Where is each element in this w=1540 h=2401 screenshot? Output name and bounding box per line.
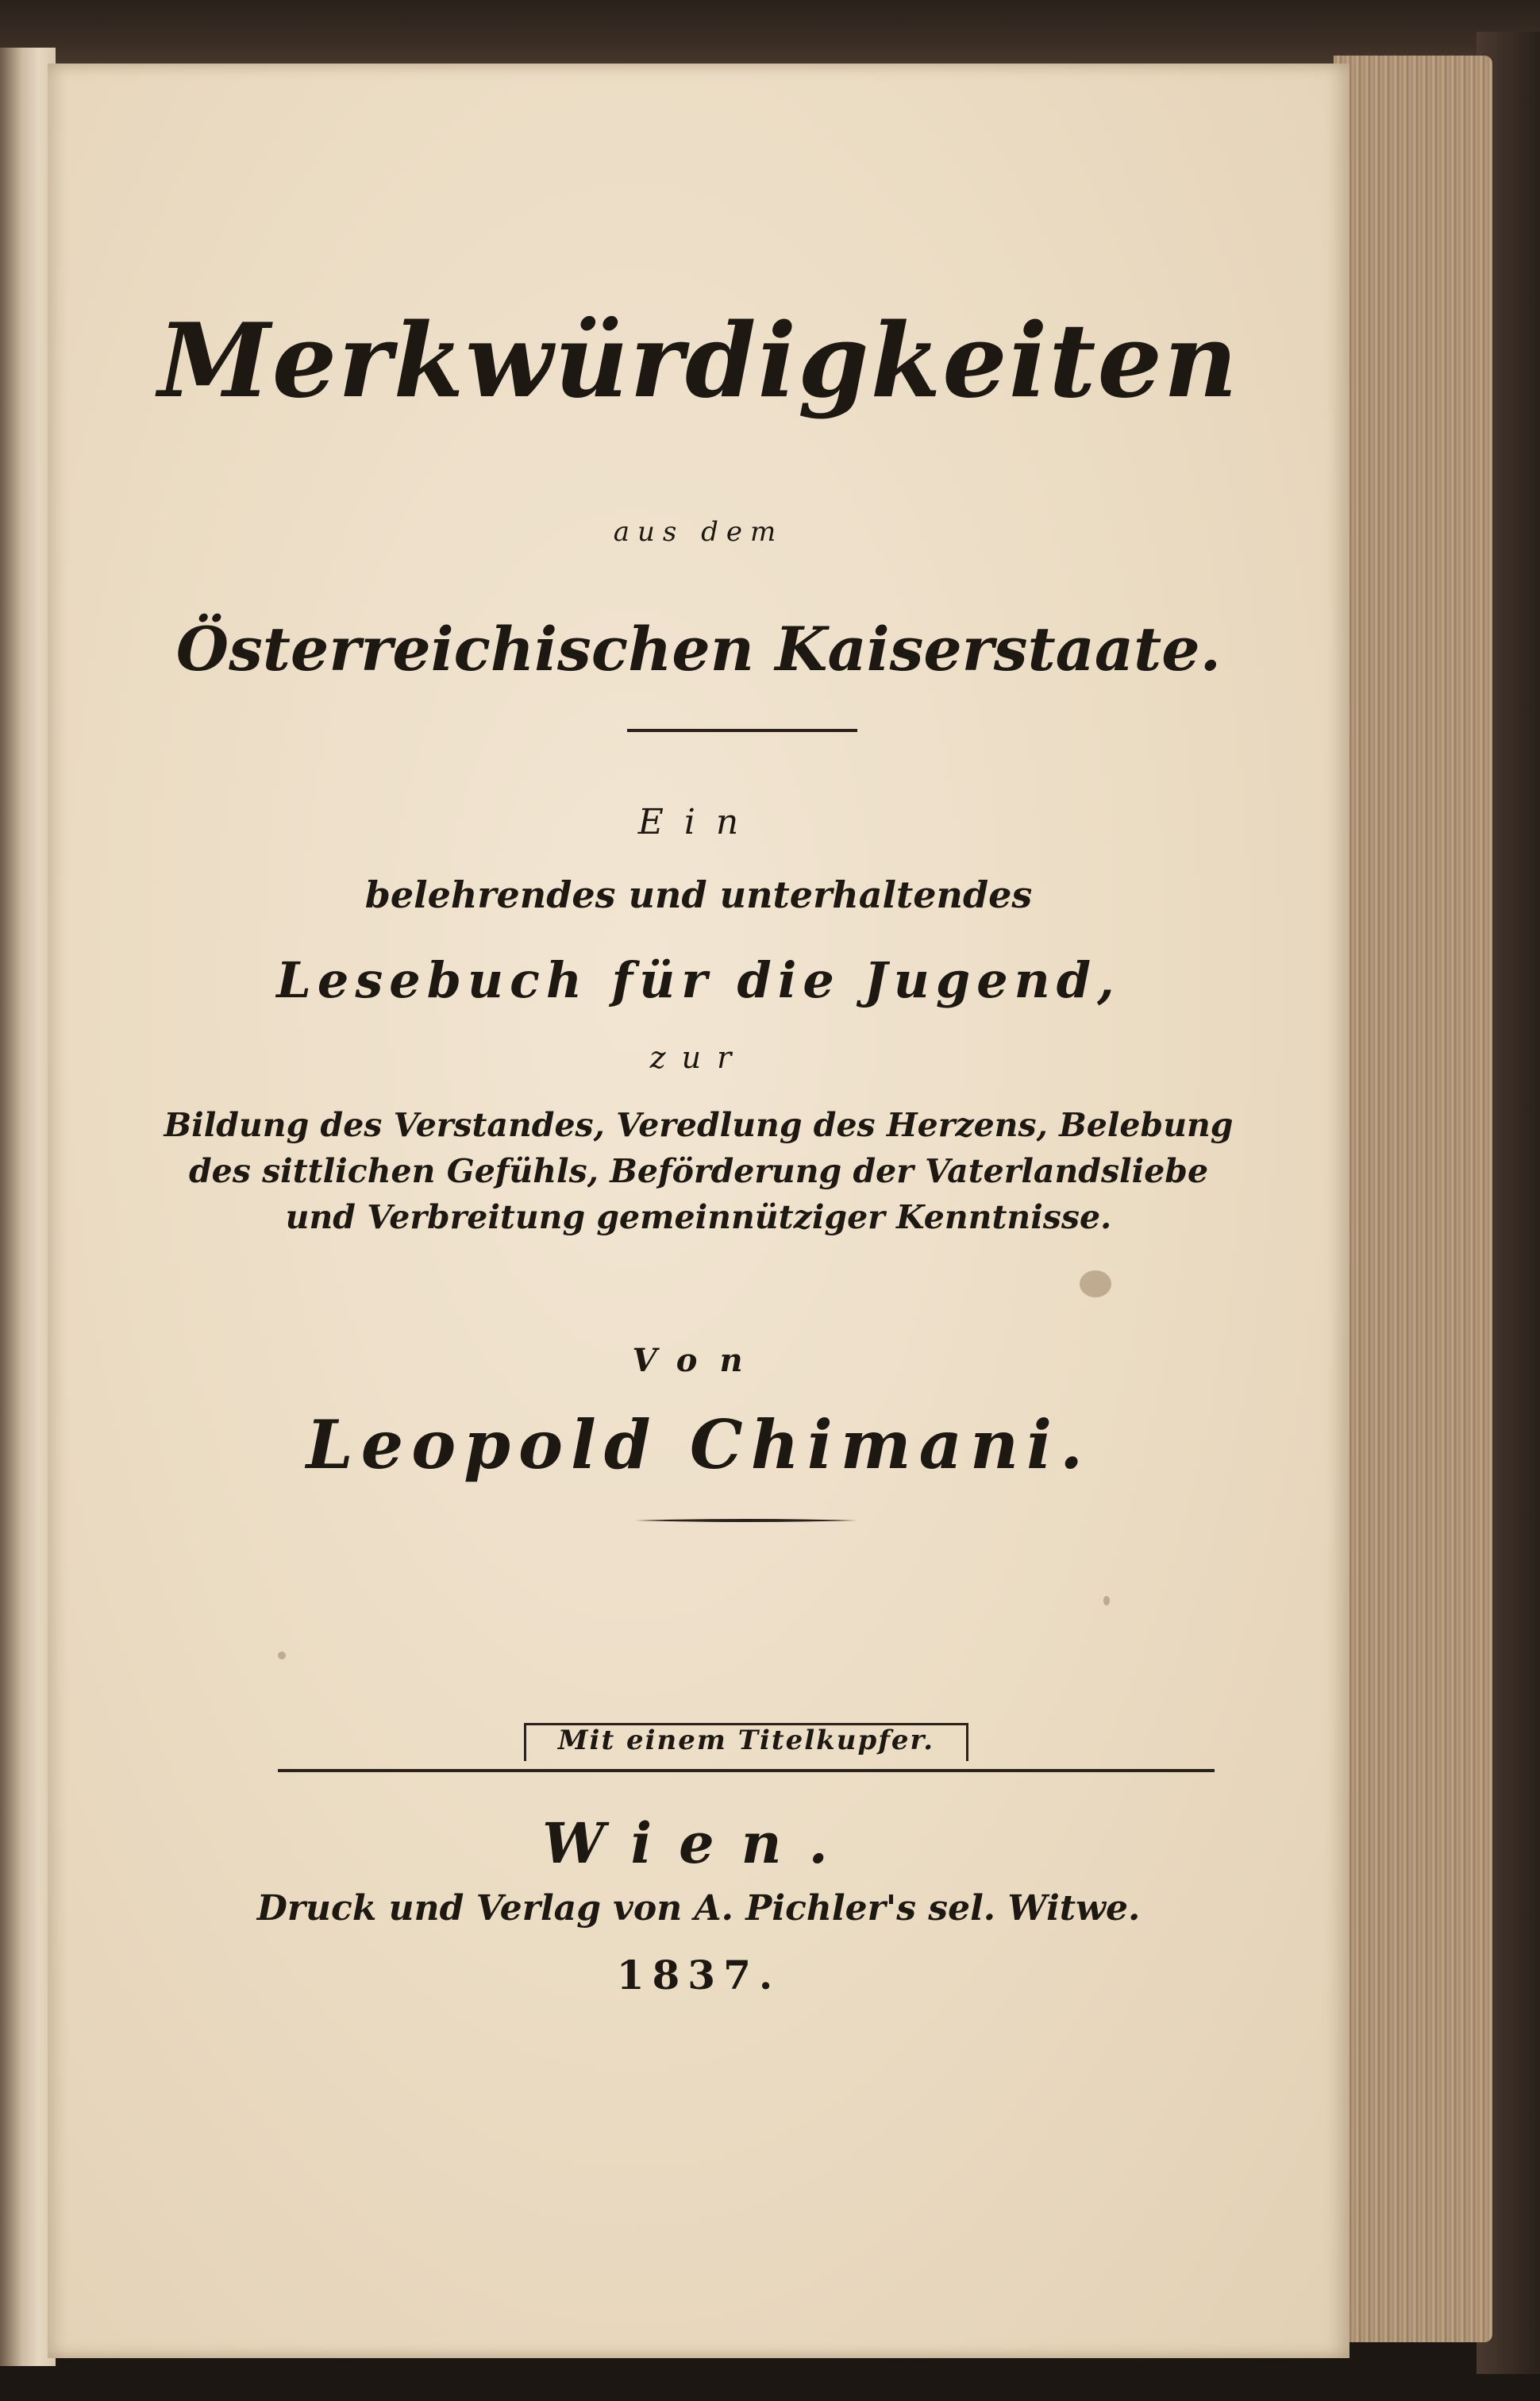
purpose-line: und Verbreitung gemeinnütziger Kenntnisse. [285, 1198, 1112, 1236]
ein-line: Ein [637, 802, 760, 842]
printer-line: Druck und Verlag von A. Pichler's sel. Witwe. [256, 1888, 1141, 1929]
foxing-spot [1103, 1596, 1110, 1605]
author-name: Leopold Chimani. [306, 1405, 1091, 1484]
divider-rule [627, 729, 857, 732]
purpose-line: Bildung des Verstandes, Veredlung des Herzens, Belebung [164, 1106, 1234, 1144]
subtitle-small: aus dem [613, 516, 784, 548]
purpose-block [48, 1102, 1349, 1240]
description-line-1: belehrendes und unterhaltendes [364, 873, 1033, 916]
zur-line: zur [649, 1040, 748, 1075]
book-cover-top [0, 0, 1540, 71]
von-line: Von [632, 1342, 765, 1379]
place-of-publication: Wien. [542, 1810, 855, 1876]
plate-note: Mit einem Titelkupfer. [557, 1725, 935, 1756]
description-line-2: Lesebuch für die Jugend, [276, 951, 1121, 1009]
imprint-rule [278, 1769, 1215, 1772]
subtitle-main: Österreichischen Kaiserstaate. [175, 614, 1222, 684]
publication-year: 1837. [616, 1952, 781, 1998]
page-edges-stack [1334, 56, 1492, 2342]
foxing-spot [278, 1651, 286, 1659]
book-title: Merkwürdigkeiten [158, 302, 1239, 421]
foxing-spot [1080, 1270, 1111, 1297]
ornamental-rule [635, 1518, 857, 1523]
title-page [48, 64, 1349, 2358]
purpose-line: des sittlichen Gefühls, Beförderung der Vaterlandsliebe [188, 1152, 1209, 1190]
